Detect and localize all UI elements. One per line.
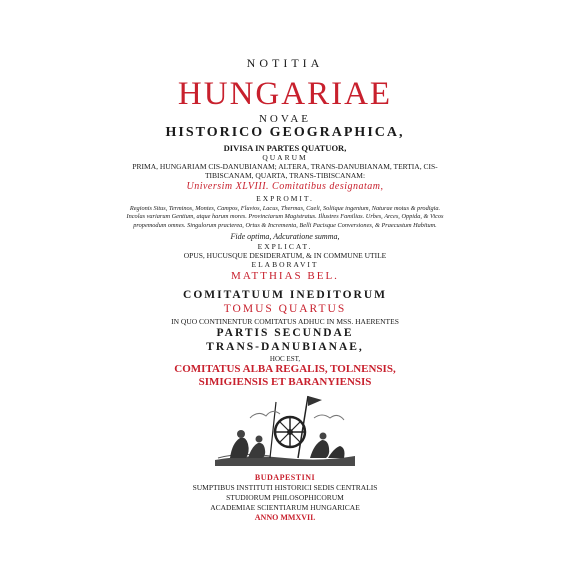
title-hungariae: HUNGARIAE (177, 76, 393, 112)
imprint-line1: SUMPTIBUS INSTITUTI HISTORICI SEDIS CENTRALIS (192, 483, 378, 492)
title-prima-line2: TIBISCANAM, QUARTA, TRANS-TIBISCANAM: (204, 171, 366, 180)
volume-partis: PARTIS SECUNDAE (216, 327, 354, 339)
title-explicat: EXPLICAT. (257, 242, 313, 251)
title-prima-line1: PRIMA, HUNGARIAM CIS-DANUBIANAM; ALTERA, TRANS-DANUBIANAM, TERTIA, CIS- (132, 162, 438, 171)
title-divisa: DIVISA IN PARTES QUATUOR, (223, 143, 347, 153)
description-paragraph (110, 205, 460, 230)
title-notitia: NOTITIA (246, 56, 324, 70)
imprint-city: BUDAPESTINI (254, 473, 316, 482)
title-quarum: QUARUM (262, 153, 308, 162)
volume-tomus: TOMUS QUARTUS (223, 303, 347, 315)
imprint-line3: ACADEMIAE SCIENTIARUM HUNGARICAE (210, 503, 360, 512)
title-novae: NOVAE (258, 113, 312, 125)
volume-comitatus-line2: SIMIGIENSIS ET BARANYIENSIS (198, 376, 372, 388)
volume-comitatus-line1: COMITATUS ALBA REGALIS, TOLNENSIS, (174, 363, 396, 375)
imprint-line2: STUDIORUM PHILOSOPHICORUM (226, 493, 344, 502)
volume-comitatuum: COMITATUUM INEDITORUM (183, 289, 387, 301)
title-universim: Universim XLVIII. Comitatibus designatam, (186, 181, 384, 192)
imprint-year: ANNO MMXVII. (254, 513, 316, 522)
title-elaboravit: ELABORAVIT (251, 260, 319, 269)
title-expromit: EXPROMIT. (256, 194, 314, 203)
volume-in-quo: IN QUO CONTINENTUR COMITATUS ADHUC IN MSS. HAERENTES (171, 317, 399, 326)
engraved-vignette-allegory-icon (210, 388, 360, 468)
title-opus: OPUS, HUCUSQUE DESIDERATUM, & IN COMMUNE UTILE (183, 251, 387, 260)
title-historico: HISTORICO GEOGRAPHICA, (165, 125, 405, 140)
paragraph-line: Regionis Situs, Terminos, Montes, Campos, Fluvios, Lacus, Thermas, Caeli, Soliique ingenium, Naturae motus & prodigia. (129, 205, 441, 212)
volume-hoc-est: HOC EST, (269, 355, 301, 363)
paragraph-line: propemodum omnes. Singulorum practerea, Ortus & Incrementa, Belli Pacisque Conversiones, & Praecustum Habitum. (133, 221, 437, 229)
title-fide-optima: Fide optima, Adcuratione summa, (230, 232, 340, 241)
volume-trans: TRANS-DANUBIANAE, (206, 341, 364, 353)
paragraph-line: Incolas variarum Gentium, atque harum mores. Provinciarum Magistratus. Illustres Familias. Urbes, Arces, Oppida, & Vicos (126, 213, 444, 221)
author-name: MATTHIAS BEL. (231, 270, 339, 282)
